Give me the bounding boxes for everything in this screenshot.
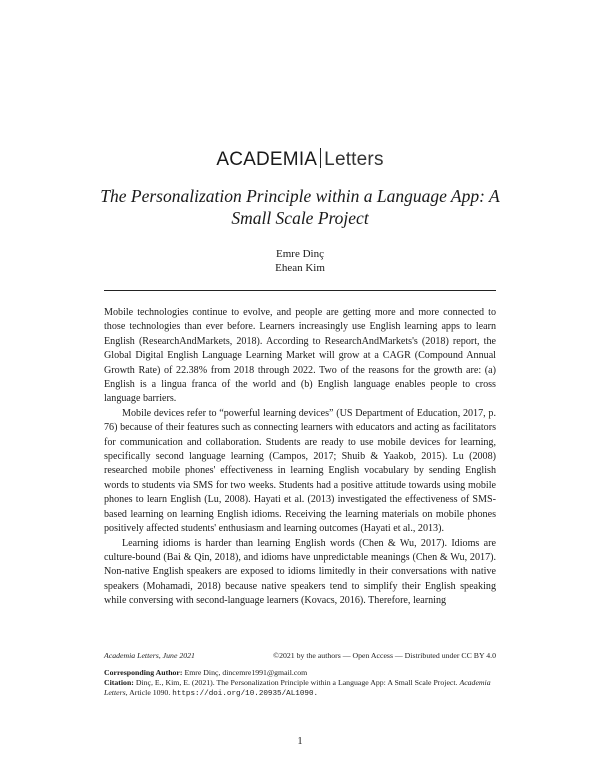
brand-section: Letters <box>324 149 384 170</box>
footer-license: ©2021 by the authors — Open Access — Distributed under CC BY 4.0 <box>273 651 496 660</box>
journal-brand <box>0 148 600 171</box>
title-line: The Personalization Principle within a Language App: A <box>100 186 500 206</box>
author-name: Emre Dinç <box>276 248 324 260</box>
citation-text: Dinç, E., Kim, E. (2021). The Personalization Principle within a Language App: A Small Scale Project. <box>135 678 458 687</box>
brand-name: ACADEMIA <box>216 149 318 170</box>
page-footer <box>104 651 496 699</box>
citation <box>104 678 496 699</box>
corresponding-value: Emre Dinç, dincemre1991@gmail.com <box>184 668 308 677</box>
header-rule <box>104 290 496 291</box>
page-number: 1 <box>297 736 303 747</box>
author-name: Ehean Kim <box>275 262 325 274</box>
citation-article: , Article 1090. <box>125 688 171 697</box>
brand-divider <box>320 148 321 168</box>
doi-link[interactable]: https://doi.org/10.20935/AL1090. <box>172 690 319 698</box>
footer-meta <box>104 651 496 661</box>
body-paragraph: Mobile devices refer to “powerful learning devices” (US Department of Education, 2017, p. 76) because of their features such as connecting learners with educators and acting as facilitators for communication and collaboration. Students are ready to use mobile devices for learning, specifically second language learning (Campos, 2017; Shuib & Yaakob, 2015). Lu (2008) researched mobile phones' effectiveness in learning English vocabulary by sending English words to students via SMS for two weeks. Students had a positive attitude towards using mobile phones to learn English (Lu, 2008). Hayati et al. (2013) investigated the effectiveness of SMS-based learning on learning English idioms. Receiving the learning materials on mobile phones positively affected students' enthusiasm and learning outcomes (Hayati et al., 2013). <box>104 407 496 535</box>
citation-label: Citation: <box>104 678 134 687</box>
corresponding-label: Corresponding Author: <box>104 668 183 677</box>
title-line: Small Scale Project <box>231 208 369 228</box>
body-paragraph: Learning idioms is harder than learning English words (Chen & Wu, 2017). Idioms are culture-bound (Bai & Qin, 2018), and idioms have unpredictable meanings (Chen & Wu, 2017). Non-native English speakers are exposed to idioms limitedly in their conversations with native speakers (Mohamadi, 2018) because native speakers tend to simplify their English speaking while conversing with second-language learners (Kovacs, 2016). Therefore, learning <box>104 537 496 607</box>
author-list <box>0 247 600 275</box>
corresponding-author <box>104 668 496 678</box>
article-body <box>104 306 496 609</box>
article-title <box>90 185 510 229</box>
citation-journal: Academia Letters <box>104 678 491 697</box>
footer-venue: Academia Letters, June 2021 <box>104 651 195 660</box>
body-paragraph: Mobile technologies continue to evolve, and people are getting more and more connected to those technologies than ever before. Learners increasingly use English learning apps to learn English (ResearchAndMarkets, 2018). According to ResearchAndMarkets's (2018) report, the Global Digital English Language Learning Market will grow at a CAGR (Compound Annual Growth Rate) of 22.38% from 2018 through 2022. Two of the reasons for the growth are: (a) English is a lingua franca of the world and (b) English language enables people to cross language barriers. <box>104 307 496 405</box>
